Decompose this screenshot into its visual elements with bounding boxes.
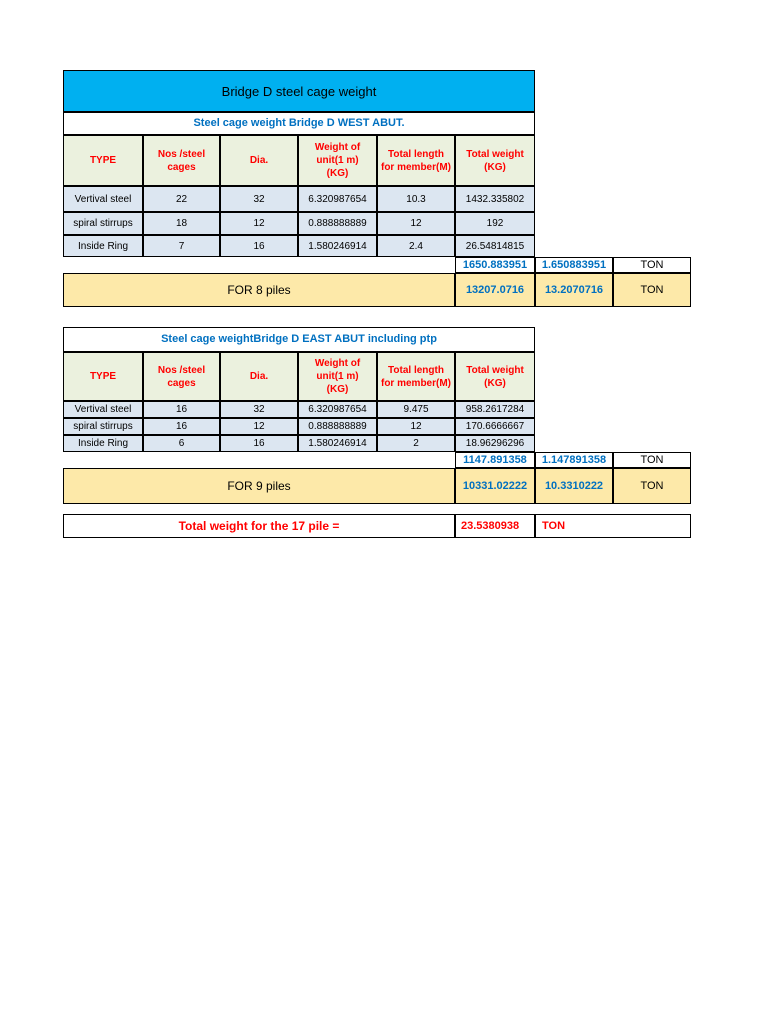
west-header-nos: Nos /steel cages: [143, 135, 220, 186]
table-cell: 2.4: [377, 235, 455, 257]
west-piles-kg: 13207.0716: [455, 273, 535, 307]
east-header-length: Total length for member(M): [377, 352, 455, 401]
table-cell: 32: [220, 401, 298, 418]
table-cell: 16: [143, 418, 220, 435]
table-cell: Vertival steel: [63, 186, 143, 212]
west-header-dia: Dia.: [220, 135, 298, 186]
west-header-type: TYPE: [63, 135, 143, 186]
table-cell: 10.3: [377, 186, 455, 212]
table-cell: 6.320987654: [298, 186, 377, 212]
table-cell: 0.888888889: [298, 418, 377, 435]
table-cell: 1.580246914: [298, 435, 377, 452]
table-cell: spiral stirrups: [63, 418, 143, 435]
table-cell: 12: [220, 418, 298, 435]
table-cell: 0.888888889: [298, 212, 377, 235]
table-cell: 32: [220, 186, 298, 212]
west-sum-unit: TON: [613, 257, 691, 273]
west-subtitle: Steel cage weight Bridge D WEST ABUT.: [63, 112, 535, 135]
table-cell: 1432.335802: [455, 186, 535, 212]
table-cell: 6.320987654: [298, 401, 377, 418]
table-cell: 16: [143, 401, 220, 418]
east-piles-unit: TON: [613, 468, 691, 504]
west-piles-unit: TON: [613, 273, 691, 307]
table-cell: 18.96296296: [455, 435, 535, 452]
table-cell: 170.6666667: [455, 418, 535, 435]
west-header-length: Total length for member(M): [377, 135, 455, 186]
west-header-total-weight: Total weight (KG): [455, 135, 535, 186]
table-cell: 12: [220, 212, 298, 235]
table-cell: Vertival steel: [63, 401, 143, 418]
grand-total-unit: TON: [535, 514, 691, 538]
west-header-unit-weight: Weight of unit(1 m) (KG): [298, 135, 377, 186]
main-title: Bridge D steel cage weight: [63, 70, 535, 112]
east-header-nos: Nos /steel cages: [143, 352, 220, 401]
table-cell: 18: [143, 212, 220, 235]
east-sum-kg: 1147.891358: [455, 452, 535, 468]
table-cell: 6: [143, 435, 220, 452]
grand-total-label: Total weight for the 17 pile =: [63, 514, 455, 538]
table-cell: 22: [143, 186, 220, 212]
west-piles-label: FOR 8 piles: [63, 273, 455, 307]
table-cell: 2: [377, 435, 455, 452]
west-sum-ton: 1.650883951: [535, 257, 613, 273]
table-cell: 958.2617284: [455, 401, 535, 418]
east-sum-ton: 1.147891358: [535, 452, 613, 468]
table-cell: 12: [377, 212, 455, 235]
east-piles-label: FOR 9 piles: [63, 468, 455, 504]
table-cell: 192: [455, 212, 535, 235]
east-subtitle: Steel cage weightBridge D EAST ABUT including ptp: [63, 327, 535, 352]
west-sum-kg: 1650.883951: [455, 257, 535, 273]
table-cell: Inside Ring: [63, 435, 143, 452]
table-cell: 16: [220, 435, 298, 452]
table-cell: 9.475: [377, 401, 455, 418]
table-cell: 16: [220, 235, 298, 257]
grand-total-value: 23.5380938: [455, 514, 535, 538]
table-cell: 7: [143, 235, 220, 257]
east-header-unit-weight: Weight of unit(1 m) (KG): [298, 352, 377, 401]
east-header-total-weight: Total weight (KG): [455, 352, 535, 401]
table-cell: spiral stirrups: [63, 212, 143, 235]
table-cell: 12: [377, 418, 455, 435]
west-piles-ton: 13.2070716: [535, 273, 613, 307]
east-piles-ton: 10.3310222: [535, 468, 613, 504]
east-header-dia: Dia.: [220, 352, 298, 401]
table-cell: 1.580246914: [298, 235, 377, 257]
east-piles-kg: 10331.02222: [455, 468, 535, 504]
east-sum-unit: TON: [613, 452, 691, 468]
east-header-type: TYPE: [63, 352, 143, 401]
table-cell: Inside Ring: [63, 235, 143, 257]
table-cell: 26.54814815: [455, 235, 535, 257]
